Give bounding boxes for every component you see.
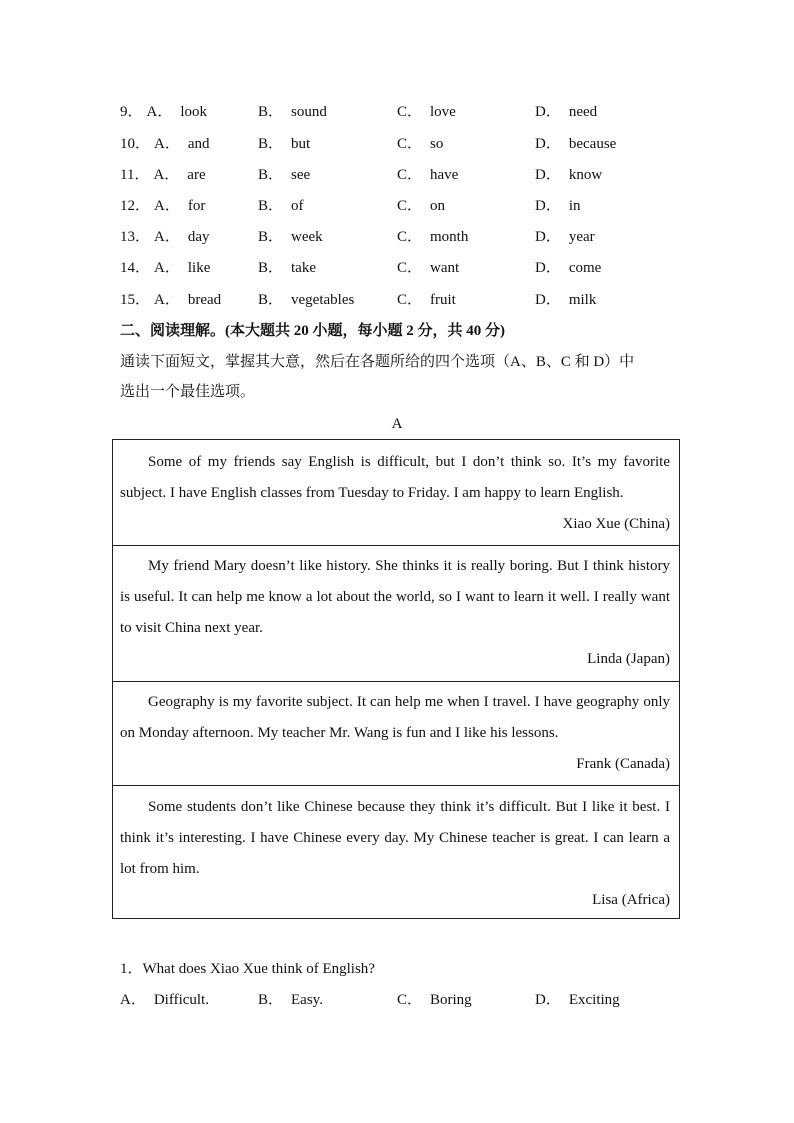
question-1-options (120, 989, 700, 1011)
option-b: B． of (258, 198, 304, 214)
option-c: C． want (397, 260, 460, 276)
option-c: C． love (397, 104, 456, 120)
question-number: 13． (120, 229, 151, 245)
option-b: B． sound (258, 104, 327, 120)
section-instruction-line1: 通读下面短文，掌握其大意，然后在各题所给的四个选项（A、B、C 和 D）中 (120, 354, 635, 370)
option-a: 15． A． bread (120, 289, 221, 311)
option-c: C． month (397, 229, 469, 245)
option-row-13 (120, 226, 700, 248)
option-row-9 (120, 101, 700, 123)
question-number: 15． (120, 292, 151, 308)
option-d: D． come (535, 260, 602, 276)
passage-text: My friend Mary doesn’t like history. She thinks it is really boring. But I think history is useful. It can help me know a lot about the world, so I want to learn it well. I really want to visit China next year. (120, 558, 670, 636)
option-a: 11． A． are (120, 164, 206, 186)
passage-entry-frank (113, 681, 679, 785)
option-a: 9． A． look (120, 101, 207, 123)
option-row-11 (120, 164, 700, 186)
question-1-stem: 1．What does Xiao Xue think of English? (120, 961, 375, 977)
option-row-12 (120, 195, 700, 217)
option-d: D． because (535, 136, 617, 152)
option-c: C． fruit (397, 292, 456, 308)
option-c: C． on (397, 198, 446, 214)
passage-entry-xiao-xue (113, 440, 679, 545)
section-instruction-line2: 选出一个最佳选项。 (120, 384, 256, 400)
passage-signature: Linda (Japan) (587, 651, 670, 667)
option-c: C． have (397, 167, 459, 183)
option-b: B． but (258, 136, 311, 152)
option-d: D． year (535, 229, 595, 245)
option-b: B． week (258, 229, 323, 245)
passage-signature: Lisa (Africa) (592, 892, 670, 908)
option-a: 12． A． for (120, 195, 205, 217)
option-a: A． Difficult. (120, 992, 209, 1008)
question-number: 11． (120, 167, 150, 183)
option-row-15 (120, 289, 700, 311)
option-d: D． know (535, 167, 603, 183)
option-d: D． in (535, 198, 581, 214)
option-b: B． vegetables (258, 292, 355, 308)
option-b: B． Easy. (258, 992, 323, 1008)
option-c: C． Boring (397, 992, 472, 1008)
option-a: 10． A． and (120, 133, 210, 155)
option-c: C． so (397, 136, 444, 152)
passage-entry-lisa (113, 785, 679, 918)
option-d: D． milk (535, 292, 597, 308)
passage-entry-linda (113, 545, 679, 681)
section-title: 二、阅读理解。(本大题共 20 小题，每小题 2 分，共 40 分) (120, 323, 505, 339)
option-row-10 (120, 133, 700, 155)
passage-signature: Frank (Canada) (576, 756, 670, 772)
option-b: B． take (258, 260, 316, 276)
question-number: 10． (120, 136, 151, 152)
passage-text: Some students don’t like Chinese because they think it’s difficult. But I like it best. I think it’s interesting. I have Chinese every day. My Chinese teacher is great. I can learn a lot from him. (120, 799, 670, 877)
passage-letter: A (391, 416, 403, 432)
option-a: 14． A． like (120, 257, 210, 279)
passage-text: Some of my friends say English is difficult, but I don’t think so. It’s my favorite subject. I have English classes from Tuesday to Friday. I am happy to learn English. (120, 454, 670, 501)
question-number: 12． (120, 198, 151, 214)
question-number: 14． (120, 260, 151, 276)
passage-text: Geography is my favorite subject. It can help me when I travel. I have geography only on Monday afternoon. My teacher Mr. Wang is fun and I like his lessons. (120, 694, 670, 741)
option-row-14 (120, 257, 700, 279)
option-d: D． Exciting (535, 992, 620, 1008)
passage-signature: Xiao Xue (China) (562, 516, 670, 532)
option-b: B． see (258, 167, 311, 183)
question-number: 9． (120, 104, 143, 120)
option-d: D． need (535, 104, 598, 120)
option-a: 13． A． day (120, 226, 210, 248)
passage-table (112, 439, 680, 919)
